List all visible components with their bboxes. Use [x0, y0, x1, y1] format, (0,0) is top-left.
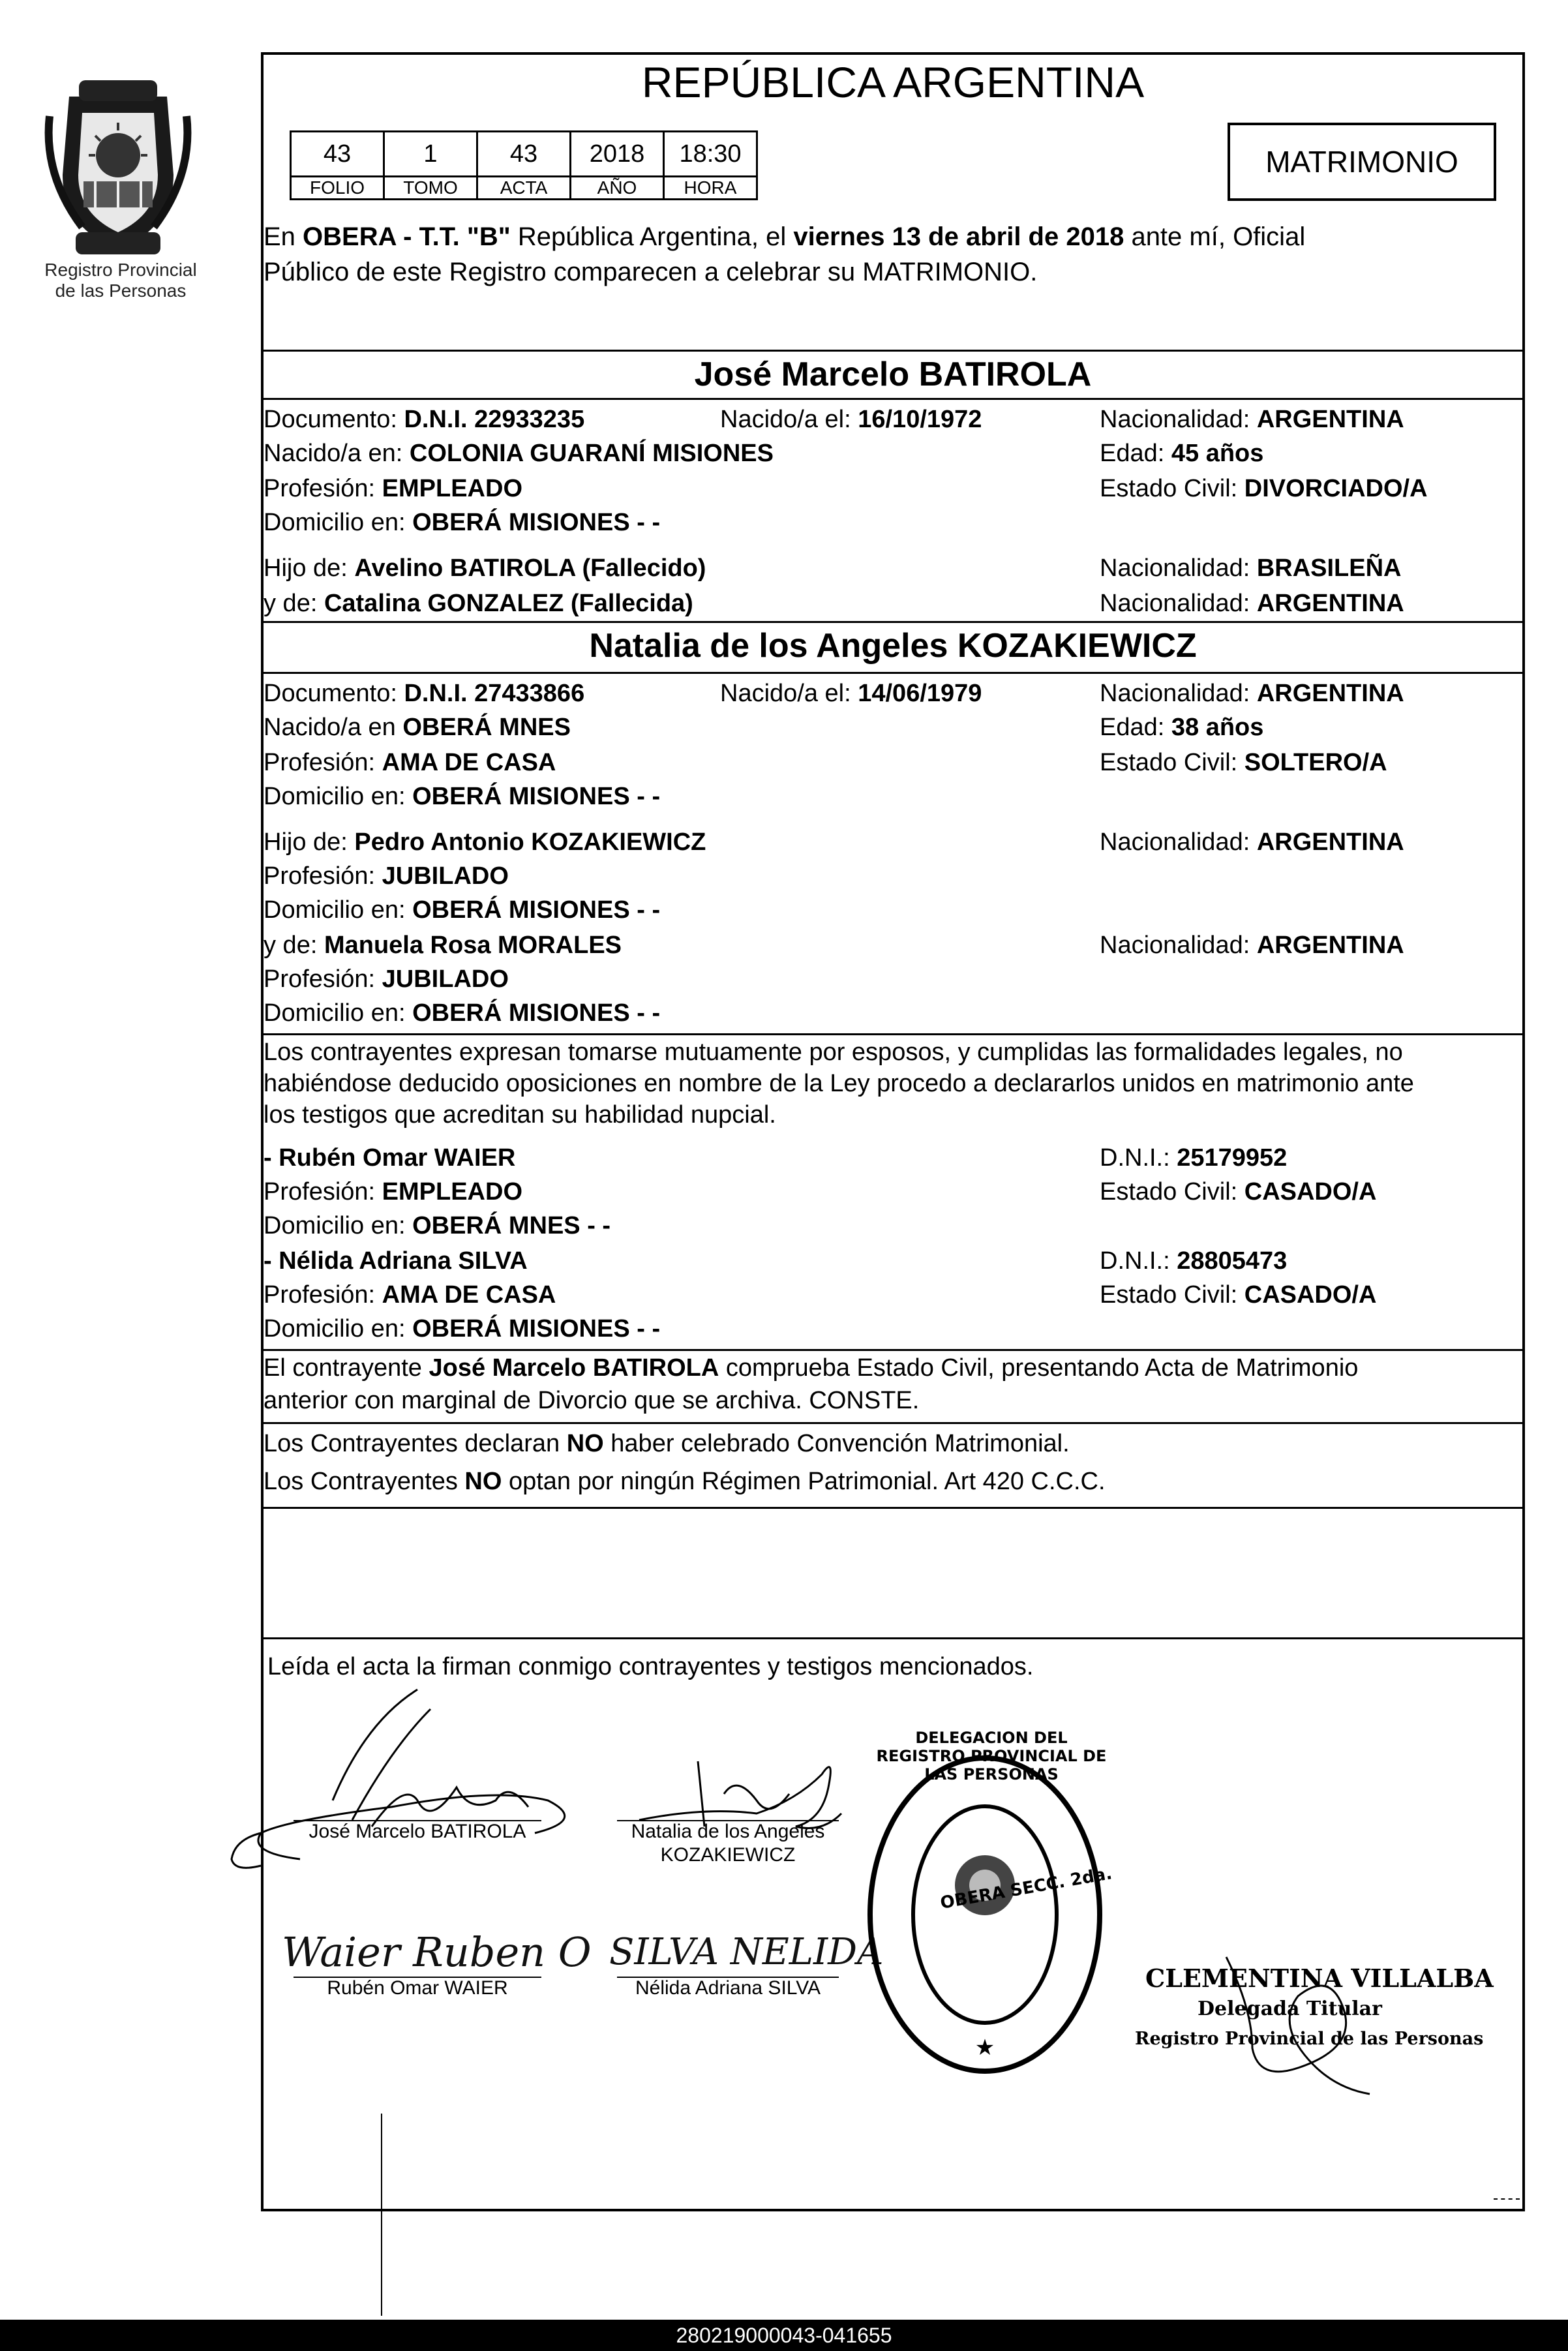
witness1-civil: Estado Civil: CASADO/A	[1100, 1178, 1377, 1206]
regime-line-2: Los Contrayentes NO optan por ningún Régimen Patrimonial. Art 420 C.C.C.	[264, 1468, 1106, 1495]
tomo-value: 1	[384, 132, 477, 177]
spouse1-father: Hijo de: Avelino BATIROLA (Fallecido)	[264, 554, 706, 582]
spouse2-prof: Profesión: AMA DE CASA	[264, 749, 556, 776]
official-name: CLEMENTINA VILLALBA	[1145, 1964, 1494, 1993]
spouse2-father-dom: Domicilio en: OBERÁ MISIONES - -	[264, 896, 661, 924]
sig2-caption-1: Natalia de los Angeles	[631, 1821, 825, 1842]
closing-text: Leída el acta la firman conmigo contrayentes y testigos mencionados.	[267, 1653, 1034, 1680]
official-office: Registro Provincial de las Personas	[1135, 2029, 1484, 2049]
acta-value: 43	[477, 132, 571, 177]
note-line-1: El contrayente José Marcelo BATIROLA comprueba Estado Civil, presentando Acta de Matrimonio	[264, 1354, 1359, 1382]
record-type-box: MATRIMONIO	[1228, 123, 1496, 201]
spouse1-nat: Nacionalidad: ARGENTINA	[1100, 406, 1404, 433]
footer-code: 280219000043-041655	[0, 2320, 1568, 2351]
spouse1-mother-nat: Nacionalidad: ARGENTINA	[1100, 590, 1404, 617]
sig1-caption: José Marcelo BATIROLA	[309, 1821, 526, 1842]
witness1-prof: Profesión: EMPLEADO	[264, 1178, 523, 1206]
spouse2-father-prof: Profesión: JUBILADO	[264, 862, 509, 890]
official-title: Delegada Titular	[1198, 1997, 1382, 2020]
sig3-caption: Rubén Omar WAIER	[327, 1977, 508, 1999]
spouse2-mother-prof: Profesión: JUBILADO	[264, 965, 509, 993]
delegation-seal-icon	[861, 1748, 1109, 2081]
spouse1-born: Nacido/a el: 16/10/1972	[720, 406, 982, 433]
anio-value: 2018	[571, 132, 664, 177]
witness2-prof: Profesión: AMA DE CASA	[264, 1281, 556, 1309]
witness2-civil: Estado Civil: CASADO/A	[1100, 1281, 1377, 1309]
anio-label: AÑO	[571, 177, 664, 200]
witness2-dni: D.N.I.: 28805473	[1100, 1247, 1288, 1275]
page-title: REPÚBLICA ARGENTINA	[641, 58, 1145, 106]
spouse2-dom: Domicilio en: OBERÁ MISIONES - -	[264, 783, 661, 810]
seal-inner-text: OBERA SECC. 2da.	[939, 1864, 1114, 1913]
spouse2-father: Hijo de: Pedro Antonio KOZAKIEWICZ	[264, 828, 706, 856]
spouse2-mother-nat: Nacionalidad: ARGENTINA	[1100, 932, 1404, 959]
acta-label: ACTA	[477, 177, 571, 200]
witness2-name: - Nélida Adriana SILVA	[264, 1247, 528, 1275]
official-signature-icon	[1213, 1931, 1422, 2101]
witness1-dom: Domicilio en: OBERÁ MNES - -	[264, 1212, 611, 1239]
spouse1-prof: Profesión: EMPLEADO	[264, 475, 523, 502]
declaration-line-1: Los contrayentes expresan tomarse mutuamente por esposos, y cumplidas las formalidades legales, no	[264, 1039, 1403, 1066]
folio-label: FOLIO	[291, 177, 384, 200]
seal-ring-text: DELEGACION DEL REGISTRO PROVINCIAL DE LAS PERSONAS	[876, 1729, 1107, 1783]
intro-line-2: Público de este Registro comparecen a celebrar su MATRIMONIO.	[264, 258, 1038, 286]
margin-mark	[381, 2114, 382, 2316]
spouse2-nat: Nacionalidad: ARGENTINA	[1100, 680, 1404, 707]
sig4-caption: Nélida Adriana SILVA	[635, 1977, 821, 1999]
hora-label: HORA	[664, 177, 757, 200]
spouse2-mother-dom: Domicilio en: OBERÁ MISIONES - -	[264, 999, 661, 1027]
acta-ref-table	[290, 130, 758, 200]
spouse1-father-nat: Nacionalidad: BRASILEÑA	[1100, 554, 1402, 582]
declaration-line-2: habiéndose deducido oposiciones en nombre de la Ley procedo a declararlos unidos en matrimonio ante	[264, 1070, 1414, 1097]
spouse2-name: Natalia de los Angeles KOZAKIEWICZ	[589, 627, 1197, 665]
spouse2-father-nat: Nacionalidad: ARGENTINA	[1100, 828, 1404, 856]
tomo-label: TOMO	[384, 177, 477, 200]
spouse1-birthplace: Nacido/a en: COLONIA GUARANÍ MISIONES	[264, 440, 774, 467]
spouse1-doc: Documento: D.N.I. 22933235	[264, 406, 585, 433]
handwritten-sig3: Waier Ruben O	[282, 1928, 592, 1976]
folio-value: 43	[291, 132, 384, 177]
witness1-name: - Rubén Omar WAIER	[264, 1144, 516, 1172]
witness2-dom: Domicilio en: OBERÁ MISIONES - -	[264, 1315, 661, 1342]
spouse2-doc: Documento: D.N.I. 27433866	[264, 680, 585, 707]
registry-caption-line2: de las Personas	[55, 281, 187, 301]
provincia-misiones-emblem-icon	[43, 77, 193, 260]
spouse2-civil: Estado Civil: SOLTERO/A	[1100, 749, 1387, 776]
spouse1-civil: Estado Civil: DIVORCIADO/A	[1100, 475, 1428, 502]
handwritten-sig4: SILVA NELIDA	[609, 1931, 884, 1973]
spouse2-birthplace: Nacido/a en OBERÁ MNES	[264, 714, 571, 741]
spouse2-mother: y de: Manuela Rosa MORALES	[264, 932, 622, 959]
signature-jose-icon	[222, 1670, 587, 1879]
intro-line-1: En OBERA - T.T. "B" República Argentina, el viernes 13 de abril de 2018 ante mí, Oficial	[264, 222, 1306, 251]
spouse2-age: Edad: 38 años	[1100, 714, 1264, 741]
note-line-2: anterior con marginal de Divorcio que se archiva. CONSTE.	[264, 1387, 920, 1414]
sig2-caption-2: KOZAKIEWICZ	[660, 1844, 796, 1866]
spouse1-age: Edad: 45 años	[1100, 440, 1264, 467]
spouse1-mother: y de: Catalina GONZALEZ (Fallecida)	[264, 590, 693, 617]
regime-line-1: Los Contrayentes declaran NO haber celebrado Convención Matrimonial.	[264, 1430, 1070, 1457]
spouse1-dom: Domicilio en: OBERÁ MISIONES - -	[264, 509, 661, 536]
witness1-dni: D.N.I.: 25179952	[1100, 1144, 1288, 1172]
spouse1-name: José Marcelo BATIROLA	[694, 356, 1092, 393]
hora-value: 18:30	[664, 132, 757, 177]
spouse2-born: Nacido/a el: 14/06/1979	[720, 680, 982, 707]
declaration-line-3: los testigos que acreditan su habilidad nupcial.	[264, 1101, 776, 1129]
svg-text:★: ★	[974, 2035, 995, 2061]
registry-caption-line1: Registro Provincial	[44, 260, 197, 280]
